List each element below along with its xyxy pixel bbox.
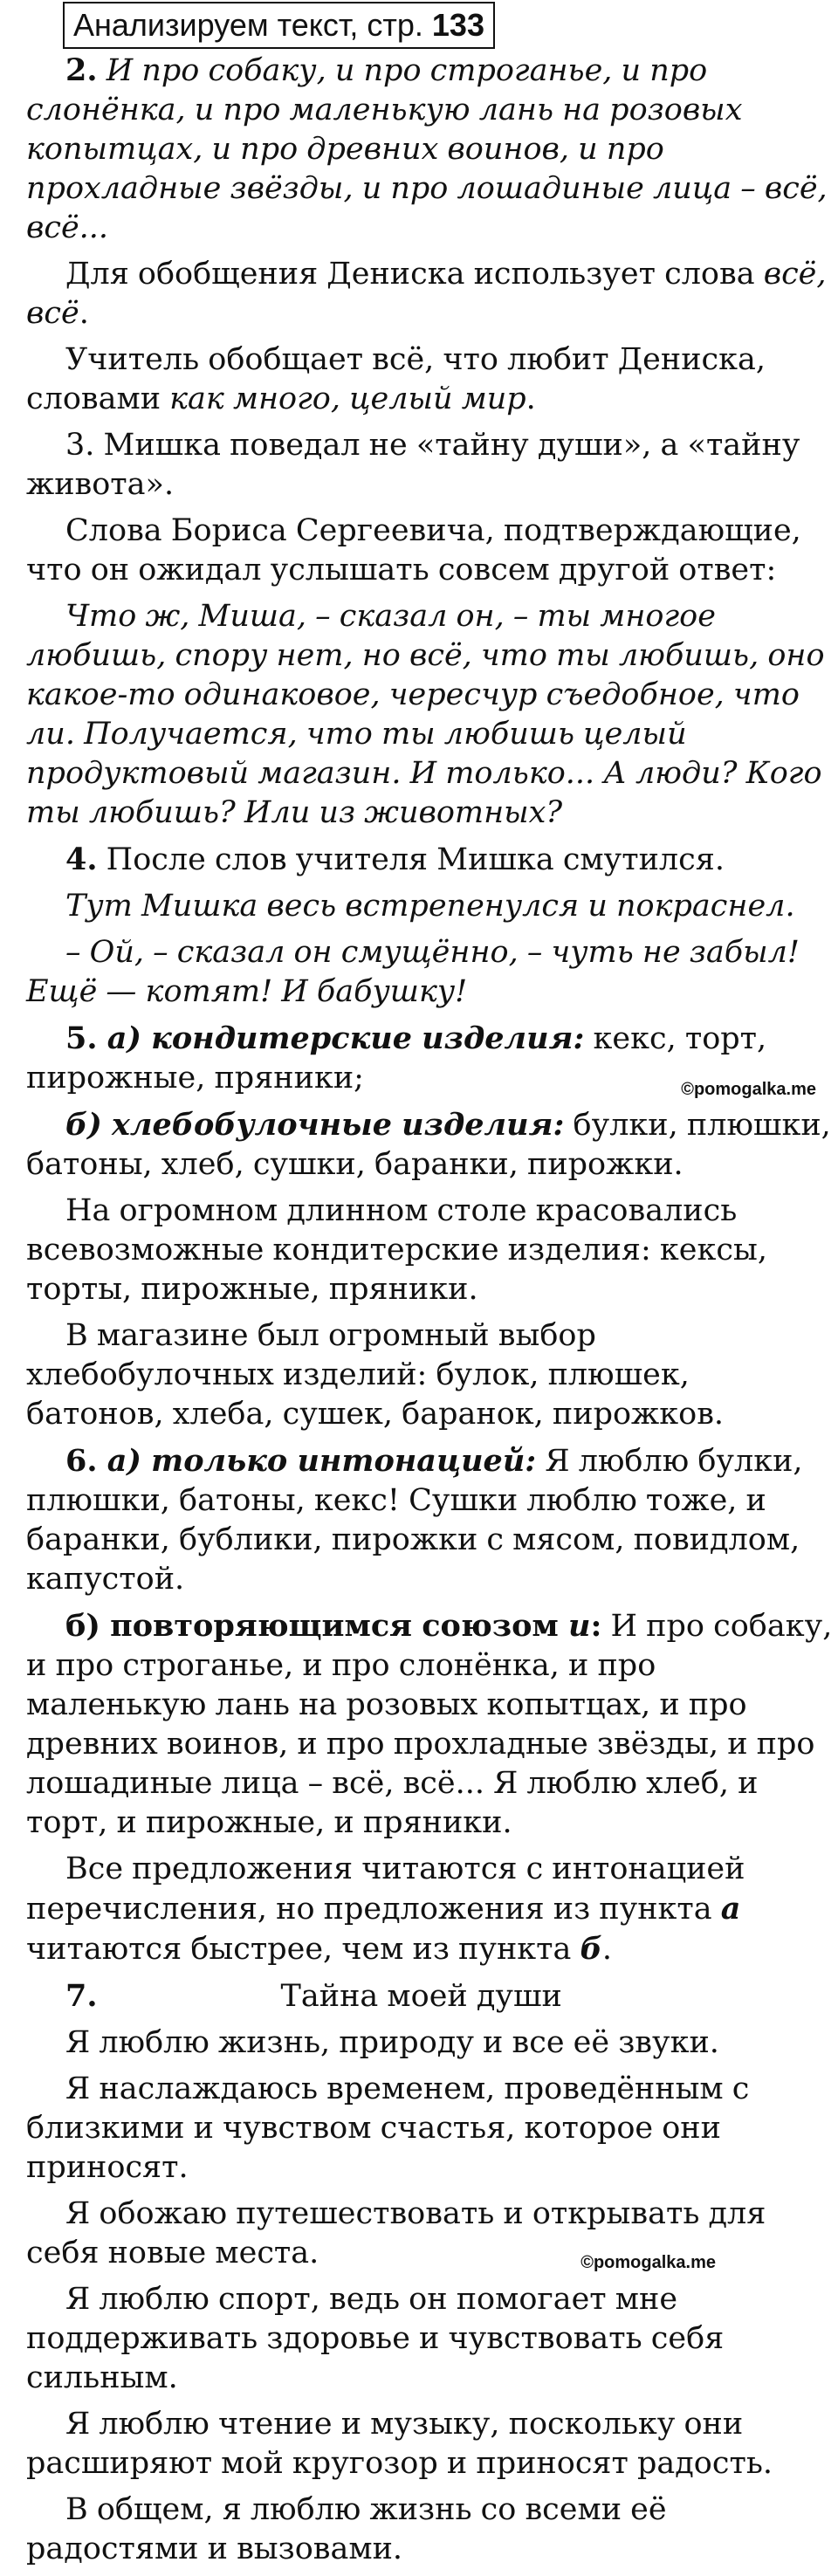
section-5-a-text: кекс, торт, пирожные, пряники; xyxy=(26,1021,767,1096)
document-page xyxy=(26,0,834,2576)
section-6-paragraph xyxy=(26,1850,834,1969)
page-header xyxy=(63,2,495,49)
section-3-quote: Что ж, Миша, – сказал он, – ты многое любишь, спору нет, но всё, что ты любишь, оно какое-то одинаковое, чересчур съедобное, что ли. Получается, что ты любишь целый продуктовый магазин. И только... А люди? Кого ты любишь? Или из животных? xyxy=(26,599,825,830)
section-2-quote xyxy=(26,51,834,248)
section-6-p1-end: . xyxy=(601,1932,612,1967)
section-6-b-colon: : xyxy=(590,1608,602,1644)
section-2-p1-end: . xyxy=(79,296,89,331)
section-6-p1-mid: читаются быстрее, чем из пункта xyxy=(26,1932,580,1967)
section-6-item-a xyxy=(26,1441,834,1599)
section-7-paragraph-4: Я люблю спорт, ведь он помогает мне поддерживать здоровье и чувствовать себя сильным. xyxy=(26,2282,725,2395)
section-7-title-line xyxy=(26,1976,834,2016)
section-6-number: 6. xyxy=(65,1443,98,1479)
watermark-2-text: ©pomogalka.me xyxy=(580,2253,716,2272)
section-6-a-text: Я люблю булки, плюшки, батоны, кекс! Сушки люблю тоже, и баранки, бублики, пирожки с мясом, повидлом, капустой. xyxy=(26,1444,803,1597)
section-2-p1-text: Для обобщения Дениска использует слова xyxy=(65,257,764,292)
section-7-paragraph-3: Я обожаю путешествовать и открывать для себя новые места. xyxy=(26,2196,766,2270)
section-3-paragraph-2: Слова Бориса Сергеевича, подтверждающие, что он ожидал услышать совсем другой ответ: xyxy=(26,513,801,587)
section-6-p1-b: б xyxy=(580,1931,602,1967)
section-6-b-union: и xyxy=(568,1608,591,1644)
section-6-b-text: И про собаку, и про строганье, и про слонёнка, и про маленькую лань на розовых копытцах, и про древних воинов, и про прохладные звёзды, и про лошадиные лица – всё, всё... Я люблю хлеб, и торт, и пирожные, и пряники. xyxy=(26,1609,833,1840)
section-7-paragraph-5: Я люблю чтение и музыку, поскольку они расширяют мой кругозор и приносят радость. xyxy=(26,2407,773,2481)
section-4-paragraph xyxy=(26,840,834,880)
section-2-p2-end: . xyxy=(525,381,536,416)
section-2-number: 2. xyxy=(65,52,98,88)
section-7-paragraph-1: Я люблю жизнь, природу и все её звуки. xyxy=(65,2025,719,2060)
section-4-text: После слов учителя Мишка смутился. xyxy=(97,842,725,877)
header-label: Анализируем текст, стр. xyxy=(73,7,432,43)
section-5-paragraph-1: На огромном длинном столе красовались всевозможные кондитерские изделия: кексы, торты, пирожные, пряники. xyxy=(26,1193,767,1307)
section-4-number: 4. xyxy=(65,841,98,877)
section-2-p2-words: как много, целый мир xyxy=(169,381,526,416)
section-3-paragraph-1: 3. Мишка поведал не «тайну души», а «тайну живота». xyxy=(26,428,800,502)
section-6-b-label: б) повторяющимся союзом xyxy=(65,1608,569,1644)
section-2-paragraph-1 xyxy=(26,255,834,333)
section-2-quote-text: И про собаку, и про строганье, и про слонёнка, и про маленькую лань на розовых копытцах, и про древних воинов, и про прохладные звёзды, и про лошадиные лица – всё, всё... xyxy=(26,53,828,245)
section-7-number: 7. xyxy=(65,1978,98,2014)
section-6-p1-text: Все предложения читаются с интонацией перечисления, но предложения из пункта xyxy=(26,1851,745,1927)
section-5-item-b xyxy=(26,1105,834,1185)
section-6-a-label: а) только интонацией: xyxy=(97,1443,537,1479)
section-6-p1-a: а xyxy=(720,1891,741,1927)
section-5-paragraph-2: В магазине был огромный выбор хлебобулочных изделий: булок, плюшек, батонов, хлеба, сушек, баранок, пирожков. xyxy=(26,1318,725,1432)
section-5-b-text: булки, плюшки, батоны, хлеб, сушки, баранки, пирожки. xyxy=(26,1108,831,1182)
section-4-quote-2: – Ой, – сказал он смущённо, – чуть не забыл! Ещё — котят! И бабушку! xyxy=(26,935,800,1009)
section-5-b-label: б) хлебобулочные изделия: xyxy=(65,1107,565,1143)
section-7-title: Тайна моей души xyxy=(280,1979,562,2014)
section-2-p2-text: Учитель обобщает всё, что любит Дениска, словами xyxy=(26,342,766,416)
section-4-quote-1: Тут Мишка весь встрепенулся и покраснел. xyxy=(65,889,795,924)
section-2-p1-words: всё, всё xyxy=(26,257,827,331)
section-6-item-b xyxy=(26,1606,834,1843)
watermark-1-text: ©pomogalka.me xyxy=(681,1080,816,1099)
section-7-paragraph-2: Я наслаждаюсь временем, проведённым с близкими и чувством счастья, которое они приносят. xyxy=(26,2071,750,2185)
section-2-paragraph-2 xyxy=(26,340,834,419)
header-page-number: 133 xyxy=(431,7,484,43)
section-7-paragraph-6: В общем, я люблю жизнь со всеми её радостями и вызовами. xyxy=(26,2492,667,2566)
section-5-a-label: а) кондитерские изделия: xyxy=(97,1020,585,1056)
section-5-number: 5. xyxy=(65,1020,98,1056)
